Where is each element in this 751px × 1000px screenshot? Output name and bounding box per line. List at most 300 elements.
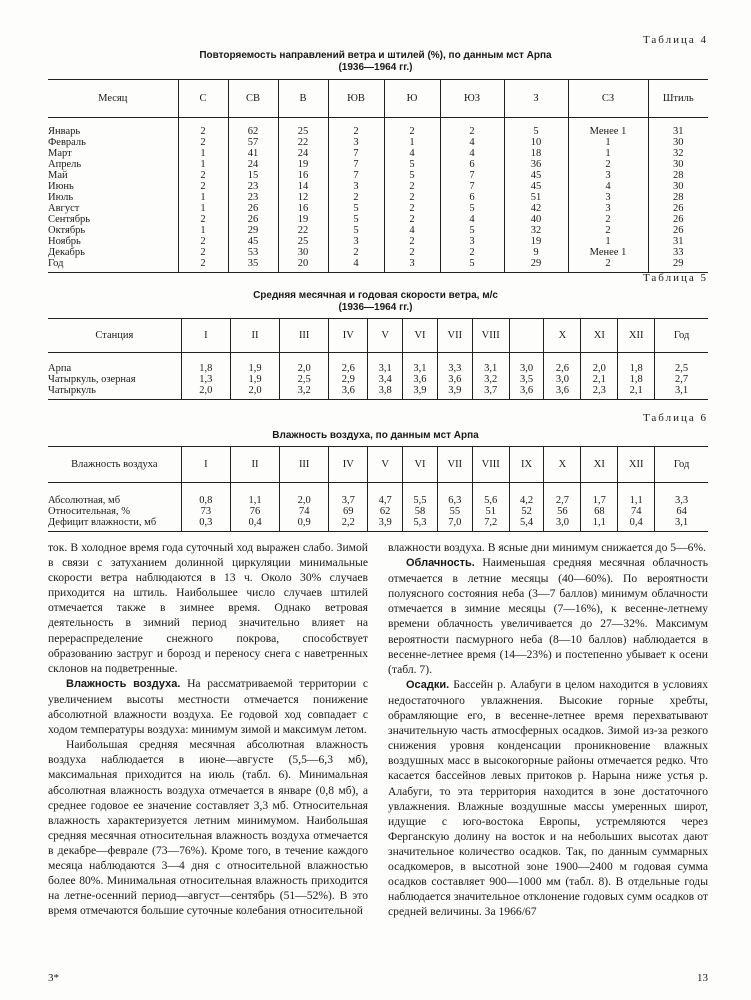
table-cell: 45 — [530, 170, 542, 181]
table-cell: Год — [48, 258, 64, 269]
table-cell: 2,0 — [199, 385, 213, 396]
table-cell: 25 — [297, 126, 309, 137]
column-header: VI — [403, 319, 438, 353]
table-cell: 33 — [673, 247, 684, 258]
table-cell: 3 — [605, 192, 611, 203]
table-cell: 3,6 — [341, 385, 355, 396]
page-number: 13 — [697, 972, 708, 984]
table-column-cells — [329, 483, 368, 532]
table-cell: 1 — [605, 236, 611, 247]
table-column-cells — [329, 353, 368, 400]
table-cell: 1,8 — [629, 374, 643, 385]
table-column-cells — [48, 483, 181, 532]
table-cell: 2,7 — [675, 374, 689, 385]
table-column-cells — [544, 483, 581, 532]
column-header: Влажность воздуха — [48, 447, 181, 483]
table-cell: 2,0 — [592, 363, 606, 374]
table-column-cells — [181, 483, 230, 532]
table-cell: 3,1 — [413, 363, 427, 374]
table-column-cells — [581, 353, 618, 400]
table-cell: 20 — [297, 258, 309, 269]
table-column-cells — [280, 483, 329, 532]
table-cell: 62 — [379, 506, 391, 517]
table-cell: 3,5 — [520, 374, 534, 385]
table-cell: 1,1 — [629, 495, 643, 506]
table-cell: 2,0 — [297, 363, 311, 374]
table-cell: 5 — [409, 159, 415, 170]
table-column-cells — [437, 483, 472, 532]
table-cell: Июль — [48, 192, 74, 203]
table-cell: 5,4 — [520, 517, 534, 528]
column-header: V — [368, 319, 403, 353]
table-cell: 3,1 — [675, 385, 689, 396]
table-cell: 5 — [353, 225, 359, 236]
table-cell: 19 — [297, 159, 309, 170]
table-cell: 2 — [409, 214, 415, 225]
table-cell: 2,3 — [592, 385, 606, 396]
table-cell: 3,9 — [448, 385, 462, 396]
table-cell: 28 — [673, 192, 684, 203]
table-cell: 3,8 — [378, 385, 392, 396]
table-column-cells — [648, 118, 708, 273]
table-cell: 7,2 — [484, 517, 498, 528]
table-cell: 3 — [353, 236, 359, 247]
table-cell: 74 — [630, 506, 642, 517]
table-4 — [48, 79, 708, 273]
table-cell: 3 — [605, 203, 611, 214]
table-cell: 3,3 — [675, 495, 689, 506]
table-cell: 16 — [297, 203, 309, 214]
table-cell: 4 — [469, 214, 475, 225]
table-cell: 40 — [530, 214, 542, 225]
table-column-cells — [384, 118, 440, 273]
table-cell: 5,6 — [484, 495, 498, 506]
table-cell: 3,1 — [675, 517, 689, 528]
table-cell: 51 — [530, 192, 542, 203]
table-cell: 2 — [200, 236, 206, 247]
table-cell: 24 — [247, 159, 259, 170]
table-cell: 3,9 — [378, 517, 392, 528]
table-column-cells — [472, 353, 509, 400]
table-cell: 1 — [409, 137, 415, 148]
column-header: Год — [655, 319, 708, 353]
table-cell: 1,3 — [199, 374, 213, 385]
table-column-cells — [618, 353, 655, 400]
table-cell: 7,0 — [448, 517, 462, 528]
table-cell: 5 — [469, 258, 475, 269]
table-column-cells — [181, 353, 230, 400]
table-cell: 3,7 — [484, 385, 498, 396]
paragraph: влажности воздуха. В ясные дни минимум снижается до 5—6%. — [388, 541, 707, 554]
table-cell: 2,6 — [341, 363, 355, 374]
table-cell: 5 — [469, 203, 475, 214]
table-cell: 23 — [247, 181, 259, 192]
table-cell: 3,0 — [520, 363, 534, 374]
table-cell: 26 — [673, 203, 684, 214]
table-column-cells — [437, 353, 472, 400]
table-cell: 68 — [594, 506, 605, 517]
table-cell: 25 — [297, 236, 309, 247]
table-cell: 3,9 — [413, 385, 427, 396]
table-cell: 6 — [469, 159, 475, 170]
table-cell: 30 — [673, 181, 684, 192]
table-cell: 5,3 — [413, 517, 427, 528]
table-cell: 76 — [249, 506, 261, 517]
table-column-cells — [178, 118, 228, 273]
column-header: Ю — [384, 80, 440, 118]
table-cell: Февраль — [48, 137, 86, 148]
column-header: СВ — [228, 80, 278, 118]
table-cell: 3 — [409, 258, 415, 269]
table-cell: 1 — [200, 159, 206, 170]
table-cell: 2,7 — [555, 495, 569, 506]
table-cell: Менее 1 — [589, 247, 627, 258]
table-cell: 3,6 — [520, 385, 534, 396]
table-cell: 26 — [247, 214, 259, 225]
table-cell: 2,9 — [341, 374, 355, 385]
table-cell: 2 — [409, 203, 415, 214]
table-cell: 32 — [673, 148, 684, 159]
table-column-cells — [544, 353, 581, 400]
right-column — [388, 540, 708, 919]
column-header: III — [280, 447, 329, 483]
table-5-title-line1: Средняя месячная и годовая скорости ветра, м/с — [253, 290, 498, 301]
table-cell: 7 — [469, 170, 475, 181]
table-cell: 4,7 — [378, 495, 392, 506]
column-header: XII — [618, 447, 655, 483]
table-cell: 2 — [409, 236, 415, 247]
table-cell: 3,2 — [484, 374, 498, 385]
table-cell: 19 — [297, 214, 309, 225]
table-cell: Сентябрь — [48, 214, 91, 225]
table-cell: 18 — [530, 148, 542, 159]
paragraph-text: На рассматриваемой территории с увеличением высоты местности отмечается понижение абсолютной влажности воздуха. Ее годовой ход совпадает с ходом температуры воздуха: минимум зимой и максимум летом. — [48, 676, 368, 737]
column-header: ЮВ — [328, 80, 384, 118]
table-cell: 1 — [200, 192, 206, 203]
table-cell: 7 — [469, 181, 475, 192]
table-cell: 30 — [297, 247, 309, 258]
table-cell: 2 — [605, 225, 611, 236]
table-cell: Январь — [48, 126, 81, 137]
table-cell: 62 — [247, 126, 259, 137]
table-cell: 51 — [485, 506, 496, 517]
table-cell: 5 — [533, 126, 539, 137]
table-cell: 64 — [676, 506, 687, 517]
column-header: Год — [655, 447, 708, 483]
table-cell: 2 — [605, 258, 611, 269]
table-cell: 55 — [449, 506, 461, 517]
table-cell: 1 — [200, 225, 206, 236]
table-column-cells — [230, 353, 279, 400]
table-cell: 3 — [469, 236, 475, 247]
table-cell: Чатыркуль, озерная — [48, 374, 136, 385]
table-cell: 26 — [247, 203, 259, 214]
table-4-title — [0, 50, 751, 74]
table-cell: 53 — [247, 247, 259, 258]
table-cell: 14 — [297, 181, 309, 192]
table-cell: 2 — [353, 126, 359, 137]
table-cell: 2 — [409, 247, 415, 258]
table-cell: 2 — [200, 126, 206, 137]
table-cell: 10 — [530, 137, 542, 148]
table-cell: Относительная, % — [48, 506, 130, 517]
table-cell: 45 — [247, 236, 259, 247]
table-cell: Май — [48, 170, 68, 181]
table-cell: 7 — [353, 170, 359, 181]
column-header: III — [280, 319, 329, 353]
column-header: VI — [403, 447, 438, 483]
table-cell: 52 — [521, 506, 532, 517]
table-cell: Менее 1 — [589, 126, 627, 137]
column-header: IV — [329, 447, 368, 483]
table-cell: 0,4 — [629, 517, 643, 528]
table-cell: 24 — [297, 148, 309, 159]
table-cell: Март — [48, 148, 72, 159]
table-cell: 0,4 — [248, 517, 262, 528]
table-cell: 0,9 — [297, 517, 311, 528]
table-cell: 1,9 — [248, 363, 262, 374]
table-cell: 29 — [530, 258, 542, 269]
table-cell: 3,1 — [484, 363, 498, 374]
table-cell: Апрель — [48, 159, 82, 170]
table-cell: 2 — [200, 258, 206, 269]
table-cell: 30 — [673, 137, 684, 148]
table-cell: 3,6 — [413, 374, 427, 385]
table-cell: 45 — [530, 181, 542, 192]
table-column-cells — [280, 353, 329, 400]
table-cell: 1,8 — [199, 363, 213, 374]
table-cell: 4 — [409, 225, 415, 236]
table-cell: 5 — [469, 225, 475, 236]
table-6 — [48, 446, 708, 532]
table-cell: 35 — [247, 258, 259, 269]
table-cell: 7 — [353, 159, 359, 170]
table-cell: 2,0 — [297, 495, 311, 506]
table-cell: 2 — [469, 126, 475, 137]
table-cell: 41 — [247, 148, 259, 159]
table-column-cells — [568, 118, 648, 273]
table-column-cells — [472, 483, 509, 532]
column-header: II — [230, 447, 279, 483]
column-header: IX — [509, 447, 544, 483]
column-header: X — [544, 447, 581, 483]
table-cell: 3,4 — [378, 374, 392, 385]
table-cell: 2,2 — [341, 517, 355, 528]
table-column-cells — [618, 483, 655, 532]
table-cell: 3,0 — [555, 517, 569, 528]
table-cell: Декабрь — [48, 247, 85, 258]
paragraph-text: Бассейн р. Алабуги в целом находится в условиях недостаточного увлажнения. Высокие горные хребты, обрамляющие его, в весенне-летнее время перехватывают значительную часть атмосферных осадков. Зимой из-за резкого снижения уровня конденсации проникновение влажных воздушных масс в высокогорные районы отмечается редко. Что касается бассейнов левых притоков р. Нарына ниже устья р. Алабуги, то эта территория находится в зоне достаточного увлажнения. Влажные воздушные массы умеренных широт, идущие с юго-востока Европы, устремляются через Ферганскую долину на восток и на небольших высотах дают значительное количество осадков. Так, по данным суммарных осадкомеров, в высотной зоне 1900—2400 м годовая сумма осадков составляет 900—1000 мм (табл. 8). В отдельные годы наблюдается значительное отклонение годовых сумм осадков от средней величины. За 1966/67 — [388, 677, 708, 919]
table-cell: Дефицит влажности, мб — [48, 517, 157, 528]
table-cell: 22 — [297, 137, 309, 148]
table-column-cells — [403, 483, 438, 532]
table-cell: 5 — [353, 214, 359, 225]
table-cell: 4 — [353, 258, 359, 269]
table-cell: 12 — [297, 192, 309, 203]
table-cell: Октябрь — [48, 225, 86, 236]
paragraph-text: Наименьшая средняя месячная облачность отмечается в летние месяцы (40—60%). По вероятности полуясного состояния неба (3—7 баллов) минимум облачности отмечается в зимние месяцы (7—16%), к весенне-летнему времени облачность увеличивается до 27—32%. Максимум вероятности пасмурного неба (8—10 баллов) наблюдается в весенне-летнее время (14—23%) и постепенно убывает к осени (табл. 7). — [388, 556, 708, 676]
table-column-cells — [655, 353, 708, 400]
column-header: С — [178, 80, 228, 118]
table-column-cells — [504, 118, 568, 273]
column-header: Месяц — [48, 80, 178, 118]
table-cell: 58 — [414, 506, 426, 517]
table-cell: 2 — [409, 192, 415, 203]
column-header: ЮЗ — [440, 80, 504, 118]
table-column-cells — [228, 118, 278, 273]
table-cell: 1 — [605, 148, 611, 159]
table-cell: 2 — [409, 126, 415, 137]
table-cell: 2,5 — [297, 374, 311, 385]
table-column-cells — [581, 483, 618, 532]
table-cell: 26 — [673, 225, 684, 236]
column-header: V — [368, 447, 403, 483]
table-cell: 3 — [605, 170, 611, 181]
table-cell: 2 — [200, 247, 206, 258]
paragraph-cloudiness — [388, 555, 708, 677]
table-cell: 1,8 — [629, 363, 643, 374]
table-cell: 31 — [673, 236, 684, 247]
table-cell: 2,0 — [248, 385, 262, 396]
table-column-cells — [655, 483, 708, 532]
column-header: XI — [581, 447, 618, 483]
table-cell: 2,1 — [629, 385, 643, 396]
table-cell: 74 — [298, 506, 310, 517]
table-cell: 4 — [605, 181, 611, 192]
table-cell: 22 — [297, 225, 309, 236]
table-cell: 1,1 — [592, 517, 606, 528]
column-header: VIII — [472, 319, 509, 353]
table-cell: 23 — [247, 192, 259, 203]
table-cell: 1,9 — [248, 374, 262, 385]
table-cell: 29 — [673, 258, 684, 269]
table-cell: 5 — [409, 170, 415, 181]
table-6-label: Таблица 6 — [642, 412, 708, 424]
table-cell: Абсолютная, мб — [48, 495, 121, 506]
table-column-cells — [440, 118, 504, 273]
table-cell: 1 — [200, 148, 206, 159]
table-cell: 4,2 — [520, 495, 534, 506]
column-header: СЗ — [568, 80, 648, 118]
column-header: I — [181, 447, 230, 483]
table-cell: 1 — [200, 203, 206, 214]
table-cell: 3,6 — [448, 374, 462, 385]
table-cell: 1,1 — [248, 495, 262, 506]
table-column-cells — [278, 118, 328, 273]
table-cell: 5,5 — [413, 495, 427, 506]
table-column-cells — [328, 118, 384, 273]
table-column-cells — [403, 353, 438, 400]
table-column-cells — [509, 483, 544, 532]
table-6-title — [0, 430, 751, 442]
table-cell: 15 — [247, 170, 259, 181]
table-cell: 0,8 — [199, 495, 213, 506]
table-cell: 29 — [247, 225, 259, 236]
table-cell: 28 — [673, 170, 684, 181]
table-cell: 69 — [343, 506, 354, 517]
paragraph: Наибольшая средняя месячная абсолютная влажность воздуха наблюдается в июне—августе (5,5—6,3 мб), максимальная приходится на июль (табл. 6). Минимальная абсолютная влажность воздуха отмечается в январе (0,8 мб), а среднее годовое ее значение составляет 3,3 мб. Относительная влажность характеризуется летним минимумом. Наибольшая средняя месячная относительная влажность воздуха отмечается в декабре—феврале (73—76%). Кроме того, в течение каждого месяца наблюдаются 3—4 дня с относительной влажностью более 80%. Минимальная относительная влажность приходится на летне-осенний период—август—сентябрь (51—52%). В это время отмечаются большие суточные колебания относительной — [48, 738, 368, 918]
column-header: II — [230, 319, 279, 353]
table-cell: Август — [48, 203, 80, 214]
section-heading-humidity: Влажность воздуха. — [66, 677, 181, 690]
table-cell: 3,1 — [378, 363, 392, 374]
table-cell: 3,2 — [297, 385, 311, 396]
table-cell: 5 — [353, 203, 359, 214]
column-header: I — [181, 319, 230, 353]
table-cell: 2 — [605, 159, 611, 170]
table-cell: 6 — [469, 192, 475, 203]
paragraph: ток. В холодное время года суточный ход выражен слабо. Зимой в связи с затуханием долинной циркуляции минимальные скорости ветра наблюдаются в 13 ч. Около 30% случаев приходится на штиль. Наибольшее число случаев штилей отмечается также в зимнее время. Однако ветровая деятельность в зимний период значительно влияет на перераспределение снежного покрова, способствует образованию заструг и борозд и переносу снега с наветренных склонов на подветренные. — [48, 541, 368, 675]
table-cell: 2 — [353, 247, 359, 258]
table-4-label: Таблица 4 — [642, 34, 708, 46]
table-column-cells — [509, 353, 544, 400]
column-header: XII — [618, 319, 655, 353]
table-cell: 30 — [673, 159, 684, 170]
table-cell: 3,7 — [341, 495, 355, 506]
table-cell: Чатыркуль — [48, 385, 96, 396]
table-cell: 31 — [673, 126, 684, 137]
table-5-title-line2: (1936—1964 гг.) — [338, 302, 413, 313]
table-cell: 3 — [353, 137, 359, 148]
table-cell: 2 — [200, 214, 206, 225]
table-cell: 7 — [353, 148, 359, 159]
table-cell: 32 — [530, 225, 542, 236]
signature-mark: 3* — [48, 972, 59, 984]
table-6-title-line1: Влажность воздуха, по данным мст Арпа — [272, 430, 479, 441]
left-column — [48, 540, 368, 918]
table-cell: 4 — [469, 137, 475, 148]
table-cell: 2,1 — [592, 374, 606, 385]
table-cell: 56 — [557, 506, 568, 517]
table-column-cells — [230, 483, 279, 532]
table-cell: 4 — [469, 148, 475, 159]
section-heading-precipitation: Осадки. — [406, 678, 450, 691]
table-cell: Арпа — [48, 363, 72, 374]
column-header: IV — [329, 319, 368, 353]
table-cell: 2 — [469, 247, 475, 258]
table-cell: 3,3 — [448, 363, 462, 374]
table-cell: 73 — [200, 506, 212, 517]
table-cell: 2 — [200, 170, 206, 181]
column-header: VIII — [472, 447, 509, 483]
table-5-label: Таблица 5 — [642, 272, 708, 284]
table-cell: 2 — [605, 214, 611, 225]
column-header: Станция — [48, 319, 181, 353]
table-column-cells — [368, 483, 403, 532]
column-header: XI — [581, 319, 618, 353]
table-cell: 1,7 — [592, 495, 606, 506]
table-4-title-line1: Повторяемость направлений ветра и штилей (%), по данным мст Арпа — [199, 50, 552, 61]
table-cell: 4 — [409, 148, 415, 159]
table-cell: 6,3 — [448, 495, 462, 506]
table-cell: 9 — [533, 247, 539, 258]
table-column-cells — [48, 353, 181, 400]
table-cell: 42 — [530, 203, 542, 214]
table-cell: 19 — [530, 236, 542, 247]
table-cell: 16 — [297, 170, 309, 181]
column-header: VII — [437, 447, 472, 483]
table-cell: Ноябрь — [48, 236, 81, 247]
table-cell: 2 — [353, 192, 359, 203]
column-header: VII — [437, 319, 472, 353]
table-column-cells — [368, 353, 403, 400]
column-header: З — [504, 80, 568, 118]
table-cell: 57 — [247, 137, 259, 148]
table-cell: 2 — [409, 181, 415, 192]
table-4-title-line2: (1936—1964 гг.) — [338, 62, 413, 73]
column-header: X — [544, 319, 581, 353]
table-cell: 2 — [200, 181, 206, 192]
